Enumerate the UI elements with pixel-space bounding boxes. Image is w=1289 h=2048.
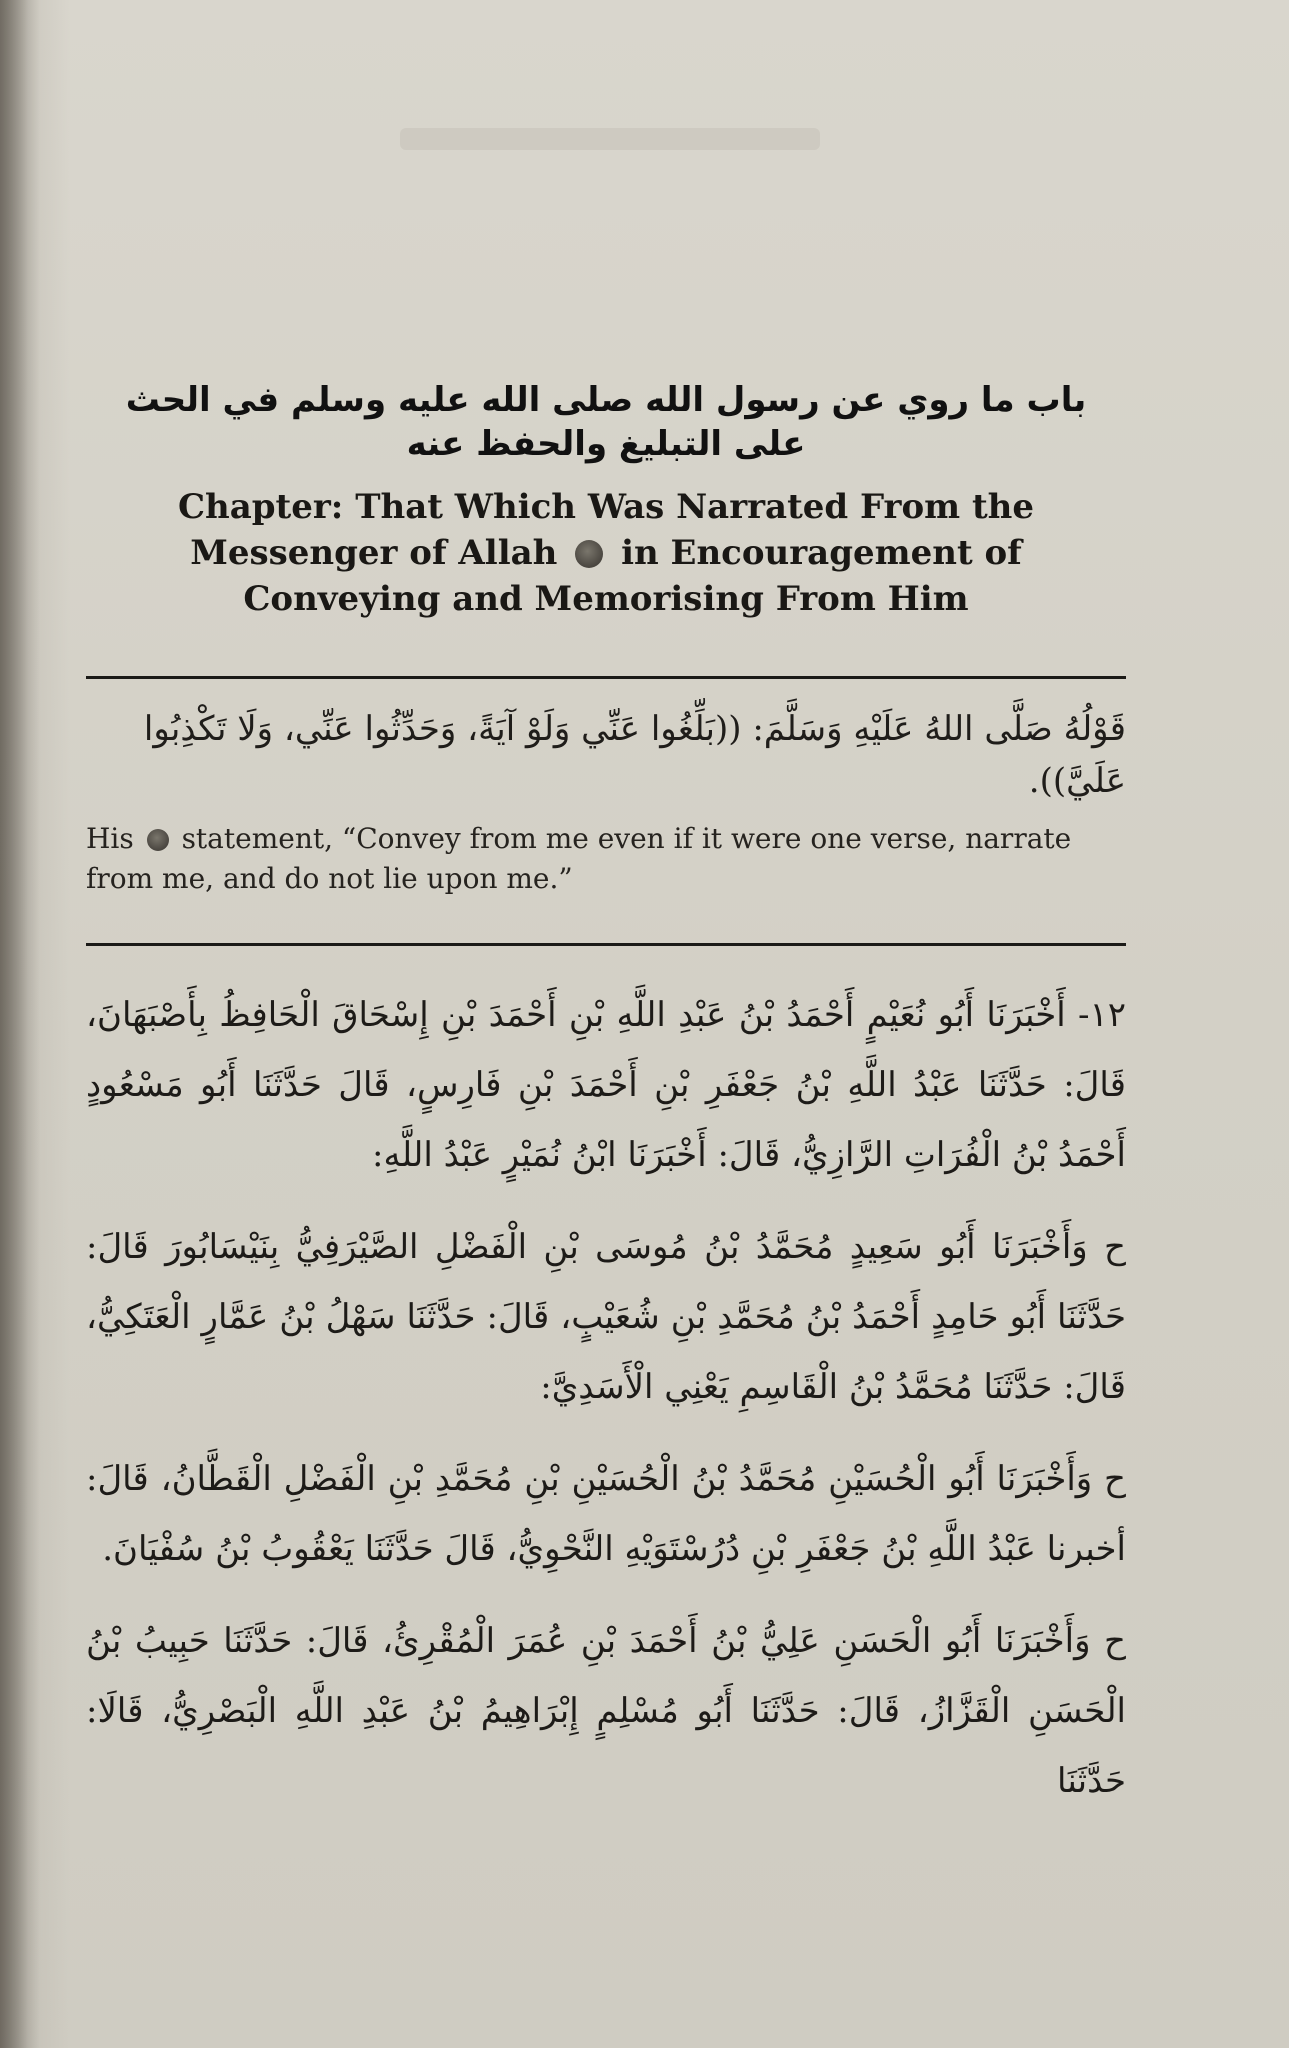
top-divider	[86, 676, 1126, 679]
english-statement-part-2: statement, “Convey from me even if it were one verse, narrate from me, and do not lie upon me.”	[86, 822, 1072, 895]
english-title-part-1: Chapter: That Which Was Narrated From the Messenger of Allah	[177, 487, 1035, 573]
narration-paragraph: ح وَأَخْبَرَنَا أَبُو الْحَسَنِ عَلِيُّ بْنُ أَحْمَدَ بْنِ عُمَرَ الْمُقْرِئُ، قَالَ: حَدَّثَنَا حَبِيبُ بْنُ الْحَسَنِ الْقَزَّازُ، قَالَ: حَدَّثَنَا أَبُو مُسْلِمٍ إِبْرَاهِيمُ بْنُ عَبْدِ اللَّهِ الْبَصْرِيُّ، قَالَا: حَدَّثَنَا	[86, 1621, 1126, 1801]
narration-paragraph: ح وَأَخْبَرَنَا أَبُو الْحُسَيْنِ مُحَمَّدُ بْنُ الْحُسَيْنِ بْنِ مُحَمَّدِ بْنِ الْفَضْلِ الْقَطَّانُ، قَالَ: أخبرنا عَبْدُ اللَّهِ بْنُ جَعْفَرِ بْنِ دُرُسْتَوَيْهِ النَّحْوِيُّ، قَالَ حَدَّثَنَا يَعْقُوبُ بْنُ سُفْيَانَ.	[86, 1459, 1126, 1569]
english-title-part-2: in Encouragement of Conveying and Memorising From Him	[243, 533, 1022, 619]
bottom-divider	[86, 943, 1126, 946]
english-chapter-title	[86, 484, 1126, 622]
arabic-statement: قَوْلُهُ صَلَّى اللهُ عَلَيْهِ وَسَلَّمَ: ((بَلِّغُوا عَنِّي وَلَوْ آيَةً، وَحَدِّثُوا عَنِّي، وَلَا تَكْذِبُوا عَلَيَّ)).	[143, 709, 1126, 801]
english-statement-part-1: His	[86, 822, 134, 855]
narration-paragraph: ح وَأَخْبَرَنَا أَبُو سَعِيدٍ مُحَمَّدُ بْنُ مُوسَى بْنِ الْفَضْلِ الصَّيْرَفِيُّ بِنَيْسَابُورَ قَالَ: حَدَّثَنَا أَبُو حَامِدٍ أَحْمَدُ بْنُ مُحَمَّدِ بْنِ شُعَيْبٍ، قَالَ: حَدَّثَنَا سَهْلُ بْنُ عَمَّارٍ الْعَتَكِيُّ، قَالَ: حَدَّثَنَا مُحَمَّدُ بْنُ الْقَاسِمِ يَعْنِي الْأَسَدِيَّ:	[86, 1227, 1126, 1407]
salutation-icon	[575, 540, 603, 568]
bleed-through-text	[400, 128, 820, 150]
page-content	[86, 378, 1126, 1816]
arabic-chapter-title: باب ما روي عن رسول الله صلى الله عليه وسلم في الحث على التبليغ والحفظ عنه	[125, 380, 1087, 464]
english-statement	[86, 819, 1126, 899]
salutation-icon	[147, 829, 169, 851]
narration-paragraph: ١٢- أَخْبَرَنَا أَبُو نُعَيْمٍ أَحْمَدُ بْنُ عَبْدِ اللَّهِ بْنِ أَحْمَدَ بْنِ إِسْحَاقَ الْحَافِظُ بِأَصْبَهَانَ، قَالَ: حَدَّثَنَا عَبْدُ اللَّهِ بْنُ جَعْفَرِ بْنِ أَحْمَدَ بْنِ فَارِسٍ، قَالَ حَدَّثَنَا أَبُو مَسْعُودٍ أَحْمَدُ بْنُ الْفُرَاتِ الرَّازِيُّ، قَالَ: أَخْبَرَنَا ابْنُ نُمَيْرٍ عَبْدُ اللَّهِ:	[86, 995, 1126, 1175]
spine-shadow	[0, 0, 40, 2048]
